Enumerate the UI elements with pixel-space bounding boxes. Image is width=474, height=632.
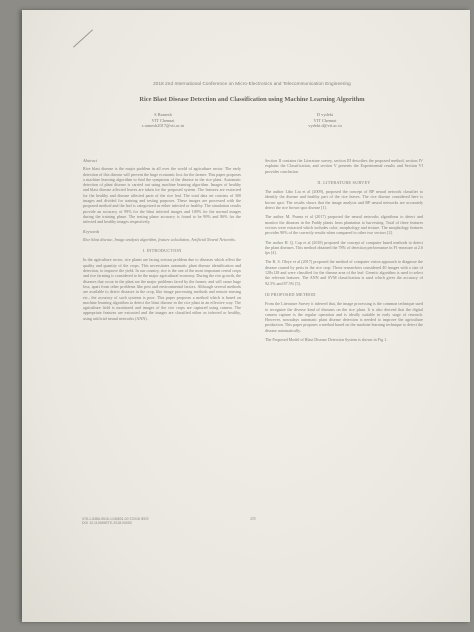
introduction-heading: I. INTRODUCTION [142, 248, 182, 254]
paper-page [22, 10, 470, 622]
isbn-line: 978-1-5386-5516-1/18/$31.00 ©2018 IEEE [82, 517, 149, 521]
abstract-text: Rice blast disease is the major problem in all over the world of agriculture sector. The early detection of this disease will prevent the huge economic loss for the farmer. This paper proposes a machine learning algorithm to find the symptoms of the disease in the rice plant. Automatic detection of plant disease is carried out using machine learning algorithm. Images of healthy and blast disease affected leaves are taken for the proposed system. The features are extracted for the healthy and disease affected parts of the rice leaf. The total data set consists of 300 images and divided for training and testing purposes. These images are processed with the proposed method and the leaf is categorized as either infected or healthy. The simulation results provide an accuracy of 99% for the blast infected images and 100% for the normal images during the training phase. The testing phase accuracy is found to be 90% and 86% for the infected and healthy images respectively. [83, 166, 241, 225]
author-block-2 [270, 112, 380, 129]
author-email: s.ramesh2017@vit.ac.in [141, 123, 185, 129]
literature-heading: II. LITERATURE SURVEY [317, 179, 371, 185]
proposed-paragraph: The Proposed Model of Blast Disease Detection System is shown in Fig 1. [265, 337, 388, 343]
literature-paragraph: The R. S. Oleye et al (2017) proposed the method of computer vision approach to diagnose the disease caused by pests in the rice crop. These researchers considered 40 images with a size of 128x128 and were classified for the disease area of the leaf. Genetic algorithm is used to select the relevant features. The ANN and SVM classification is used which gives the accuracy of 92.5% and 87.5% [5]. [265, 259, 423, 286]
proposed-method-heading: III PROPOSED METHOD [265, 291, 316, 297]
author-affiliation: VIT Chennai [313, 117, 337, 123]
conference-header: 2018 2nd International Conference on Micro-Electronics and Telecommunication Engineering [153, 81, 351, 86]
abstract-heading: Abstract [83, 158, 97, 163]
right-column [265, 158, 423, 346]
page-footer [82, 517, 232, 526]
author-email: vydeki.d@vit.ac.in [308, 123, 342, 129]
page-fold-mark [73, 29, 93, 47]
doi-line: DOI 10.1109/METE.2018.00053 [82, 521, 132, 526]
author-affiliation: VIT Chennai [151, 117, 175, 123]
keywords-text: Rice blast disease, Image analysis algorithm, feature calculation, Artificial Neural Networks. [83, 236, 236, 242]
left-column [83, 158, 241, 325]
page-number: 255 [250, 517, 256, 521]
paper-title: Rice Blast Disease Detection and Classification using Machine Learning Algorithm [139, 96, 365, 103]
literature-paragraph: The author H. Q. Cap et al (2018) proposed the concept of computer based methods to detect the plant diseases. This method obtained the 78% of detection performance in F1-measure at 2.6 fps [4]. [265, 239, 423, 256]
section-overview-text: Section II contains the Literature survey, section III describes the proposed method, section IV explains the Classification, and section V presents the Experimental results and Section VI provides conclusion. [265, 158, 423, 174]
literature-paragraph: The author Libo Liu et al (2009), proposed the concept of BP neural network classifier to identify the disease and healthy part of the rice leaves. The rice disease considered here is brown spot. The results shows that the image analysis and BP neural networks are accurately detect the rice brown spot disease [1]. [265, 189, 423, 211]
keywords-heading: Keywords [83, 228, 100, 234]
introduction-text: In the agriculture sector, rice plants are facing serious problem due to diseases which affect the quality and quantity of the crops. This necessitates automatic plant disease identification and detection, to improve the yield. In our country, rice is the one of the most important cereal crops and rice farming is considered to be the major agricultural economy. During the rice growth, the diseases that occur in the plant are the major problems faced by the farmer, and will cause huge loss, apart from other problems like pest and environmental factors. Although several methods are available to detect diseases in the crop, like image processing methods and remote sensing etc., the accuracy of such systems is poor. This paper proposes a method which is based on machine learning algorithm to detect the blast disease in the rice plant in an effective way. The agriculture field is monitored and images of the rice crops are captured using camera. The appropriate features are extracted and the images are classified either as infected or healthy, using artificial neural networks (ANN). [83, 257, 241, 321]
author-block-1 [108, 112, 218, 129]
author-name: D vydeki [316, 112, 334, 117]
author-name: S Ramesh [154, 112, 172, 117]
proposed-paragraph: From the Literature Survey it inferred that, the image processing is the common technique used to recognize the diverse kind of diseases on the rice plant. It is also derived that the digital camera capture is the regular operation and is ideally suitable in early stage of research. However, nowadays automatic plant disease detection is needed to improve the agriculture production. This paper proposes a method based on the machine learning technique to detect the disease automatically. [265, 301, 423, 333]
literature-paragraph: The author M. Prarna et al (2017) proposed the neural networks algorithms to detect and monitor the diseases in the Paddy plants from plantation to harvesting. Total of three features vectors were extracted which includes color, morphology and texture. The morphology features provides 90% of the correctly results when compared to other two vectors [2]. [265, 214, 423, 236]
